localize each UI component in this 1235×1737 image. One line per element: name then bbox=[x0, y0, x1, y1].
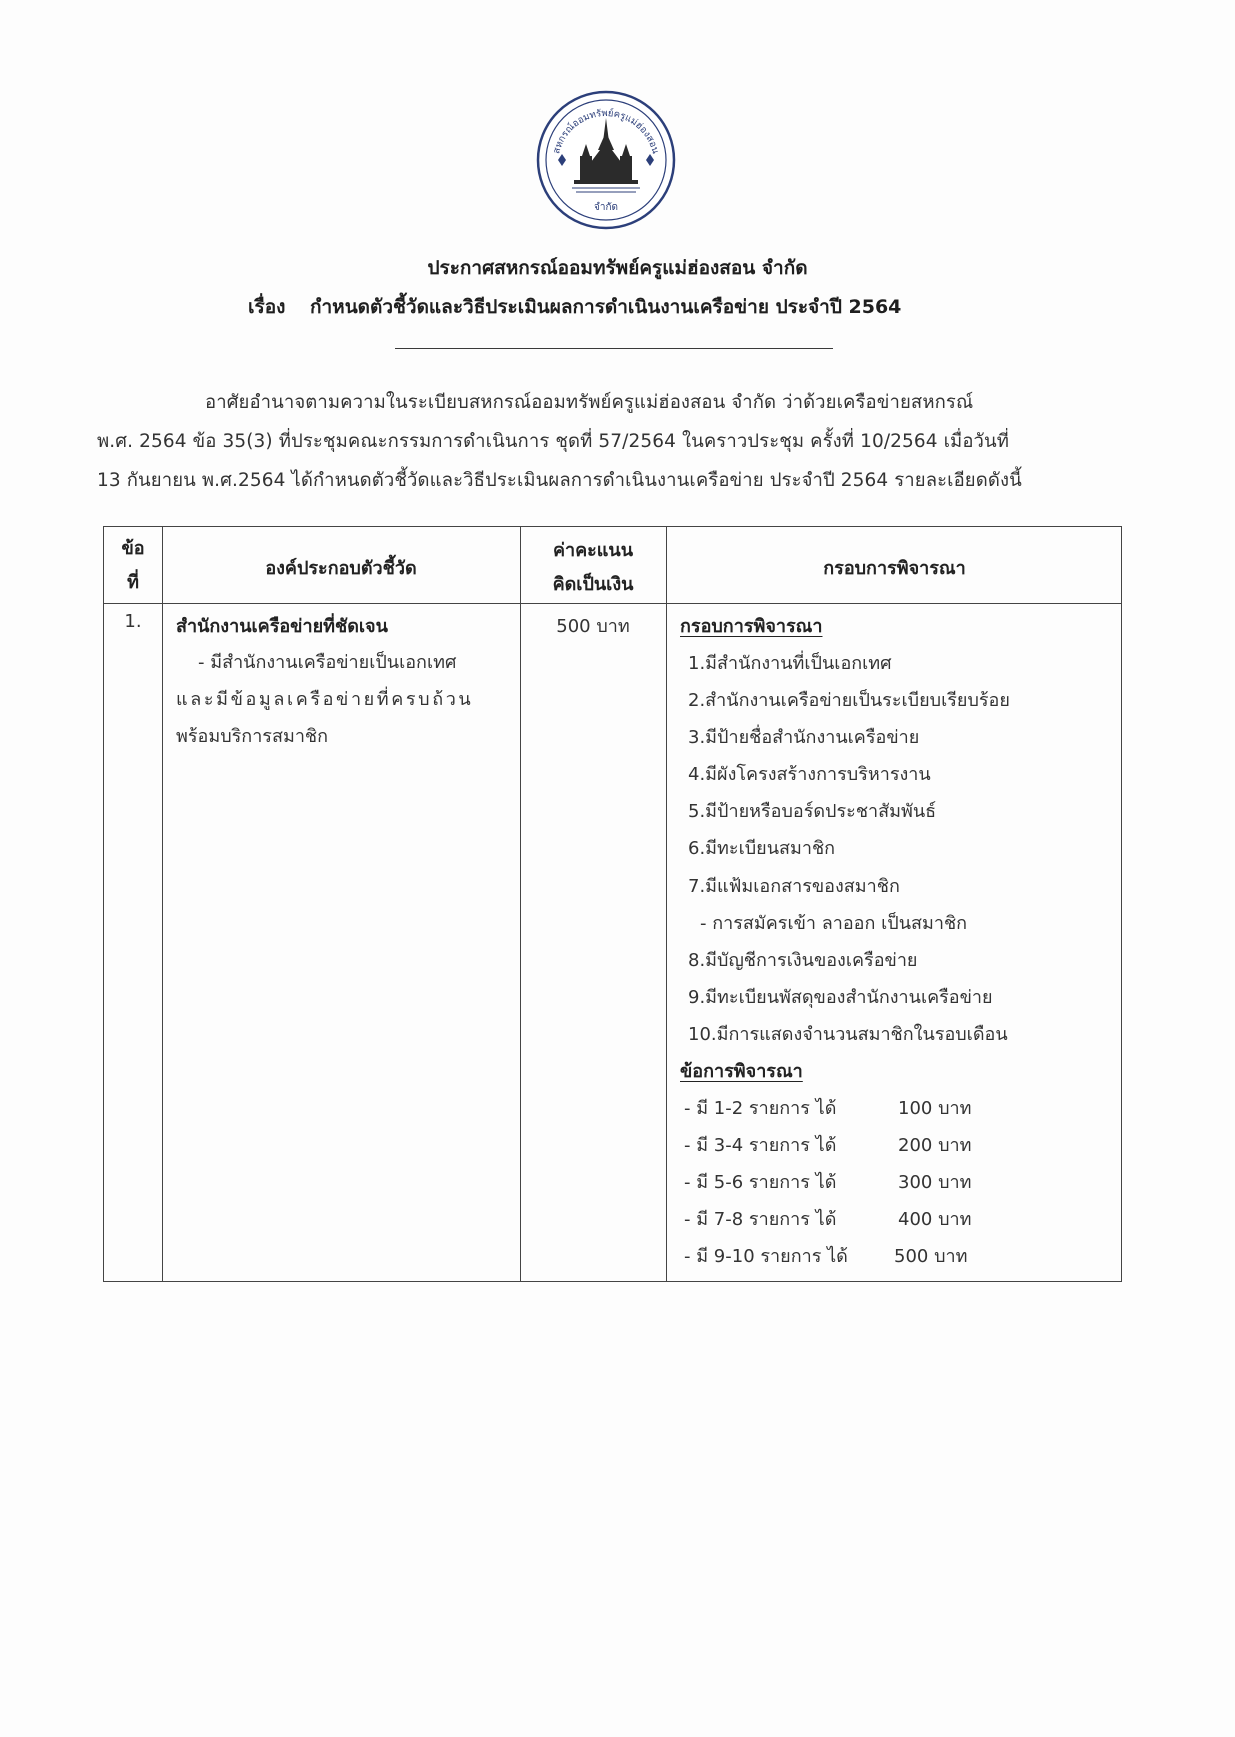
header-no-line1: ข้อ bbox=[121, 538, 145, 559]
header-criteria: กรอบการพิจารณา bbox=[823, 558, 966, 579]
criteria-item-7-sub: - การสมัครเข้า ลาออก เป็นสมาชิก bbox=[700, 913, 968, 934]
preamble-line-3: 13 กันยายน พ.ศ.2564 ได้กำหนดตัวชี้วัดและวิธีประเมินผลการดำเนินงานเครือข่าย ประจำปี 2564 รายละเอียดดังนี้ bbox=[97, 470, 1022, 491]
header-score-line1: ค่าคะแนน bbox=[552, 540, 634, 561]
header-component: องค์ประกอบตัวชี้วัด bbox=[265, 558, 417, 579]
header-score-line2: คิดเป็นเงิน bbox=[552, 574, 634, 595]
seal-bottom-text: จำกัด bbox=[593, 202, 619, 213]
preamble-line-1: อาศัยอำนาจตามความในระเบียบสหกรณ์ออมทรัพย์ครูแม่ฮ่องสอน จำกัด ว่าด้วยเครือข่ายสหกรณ์ bbox=[205, 392, 974, 413]
cooperative-seal-logo bbox=[536, 90, 676, 230]
scoring-tier-amount-3: 300 บาท bbox=[898, 1172, 972, 1193]
criteria-item-5: 5.มีป้ายหรือบอร์ดประชาสัมพันธ์ bbox=[688, 801, 937, 822]
scoring-tier-amount-4: 400 บาท bbox=[898, 1209, 972, 1230]
seal-arc-text: สหกรณ์ออมทรัพย์ครูแม่ฮ่องสอน bbox=[551, 107, 661, 155]
indicator-table bbox=[103, 526, 1122, 1282]
criteria-item-4: 4.มีผังโครงสร้างการบริหารงาน bbox=[688, 764, 931, 785]
announcement-title: ประกาศสหกรณ์ออมทรัพย์ครูแม่ฮ่องสอน จำกัด bbox=[427, 257, 808, 279]
row-number: 1. bbox=[124, 611, 142, 632]
announcement-subject bbox=[248, 292, 901, 322]
component-desc-line-2: และมีข้อมูลเครือข่ายที่ครบถ้วน bbox=[176, 689, 474, 710]
component-desc-line-1: - มีสำนักงานเครือข่ายเป็นเอกเทศ bbox=[198, 652, 457, 673]
criteria-item-6: 6.มีทะเบียนสมาชิก bbox=[688, 838, 836, 859]
criteria-item-3: 3.มีป้ายชื่อสำนักงานเครือข่าย bbox=[688, 727, 920, 748]
scoring-tier-label-2: - มี 3-4 รายการ ได้ bbox=[684, 1135, 837, 1156]
table-col-divider-2 bbox=[520, 527, 521, 1281]
criteria-item-9: 9.มีทะเบียนพัสดุของสำนักงานเครือข่าย bbox=[688, 987, 993, 1008]
table-col-divider-1 bbox=[162, 527, 163, 1281]
criteria-item-10: 10.มีการแสดงจำนวนสมาชิกในรอบเดือน bbox=[688, 1024, 1008, 1045]
scoring-tier-label-4: - มี 7-8 รายการ ได้ bbox=[684, 1209, 837, 1230]
preamble-line-2: พ.ศ. 2564 ข้อ 35(3) ที่ประชุมคณะกรรมการดำเนินการ ชุดที่ 57/2564 ในคราวประชุม ครั้งที่ 10/2564 เมื่อวันที่ bbox=[97, 431, 1010, 452]
scoring-tier-amount-2: 200 บาท bbox=[898, 1135, 972, 1156]
scoring-tier-label-3: - มี 5-6 รายการ ได้ bbox=[684, 1172, 837, 1193]
criteria-heading: กรอบการพิจารณา bbox=[680, 616, 823, 637]
scoring-tier-amount-1: 100 บาท bbox=[898, 1098, 972, 1119]
subject-text: กำหนดตัวชี้วัดและวิธีประเมินผลการดำเนินงานเครือข่าย ประจำปี 2564 bbox=[310, 296, 902, 318]
criteria-item-8: 8.มีบัญชีการเงินของเครือข่าย bbox=[688, 950, 918, 971]
scoring-heading: ข้อการพิจารณา bbox=[680, 1061, 803, 1082]
component-title: สำนักงานเครือข่ายที่ชัดเจน bbox=[176, 616, 388, 637]
scoring-tier-amount-5: 500 บาท bbox=[894, 1246, 968, 1267]
table-col-divider-3 bbox=[666, 527, 667, 1281]
header-no-line2: ที่ bbox=[127, 572, 139, 593]
score-value: 500 บาท bbox=[556, 616, 630, 637]
scoring-tier-label-1: - มี 1-2 รายการ ได้ bbox=[684, 1098, 837, 1119]
criteria-item-2: 2.สำนักงานเครือข่ายเป็นระเบียบเรียบร้อย bbox=[688, 690, 1010, 711]
criteria-item-7: 7.มีแฟ้มเอกสารของสมาชิก bbox=[688, 876, 900, 897]
criteria-item-1: 1.มีสำนักงานที่เป็นเอกเทศ bbox=[688, 653, 892, 674]
subject-label: เรื่อง bbox=[248, 296, 286, 318]
scoring-tier-label-5: - มี 9-10 รายการ ได้ bbox=[684, 1246, 848, 1267]
title-divider bbox=[395, 348, 833, 349]
component-desc-line-3: พร้อมบริการสมาชิก bbox=[176, 726, 329, 747]
table-header-divider bbox=[104, 603, 1121, 604]
